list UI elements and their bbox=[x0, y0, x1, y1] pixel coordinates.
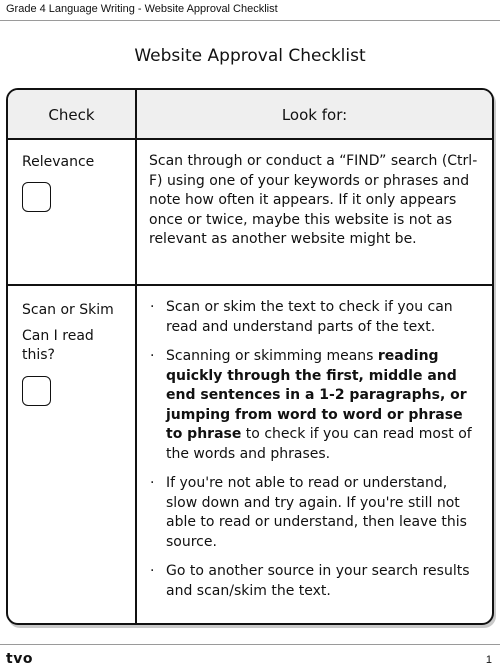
row-divider bbox=[8, 284, 492, 286]
bullet-text: Scan or skim the text to check if you can read and understand parts of the text. bbox=[166, 299, 453, 335]
relevance-checkbox[interactable] bbox=[22, 182, 51, 212]
scan-skim-checkbox[interactable] bbox=[22, 376, 51, 406]
scan-skim-bullet-list bbox=[149, 298, 479, 601]
page-number: 1 bbox=[485, 654, 492, 666]
scan-skim-description bbox=[149, 298, 479, 611]
bullet-icon: · bbox=[150, 348, 155, 364]
list-item bbox=[149, 298, 479, 337]
scan-skim-question: Can I read this? bbox=[22, 328, 94, 363]
page-title: Website Approval Checklist bbox=[134, 46, 366, 66]
column-header-look-for: Look for: bbox=[281, 106, 348, 124]
tvo-logo: tvo bbox=[6, 651, 33, 667]
bullet-text: to check if you can read most of the words and phrases. bbox=[166, 426, 472, 462]
column-divider bbox=[135, 90, 137, 623]
column-header-check: Check bbox=[48, 106, 95, 124]
document-header: Grade 4 Language Writing - Website Approval Checklist bbox=[6, 3, 278, 15]
list-item bbox=[149, 562, 479, 601]
bullet-text: Scanning or skimming means bbox=[166, 348, 378, 364]
list-item bbox=[149, 347, 479, 464]
scan-skim-label: Scan or Skim bbox=[22, 302, 114, 318]
list-item bbox=[149, 474, 479, 552]
header-divider bbox=[0, 20, 500, 21]
relevance-label: Relevance bbox=[22, 154, 95, 170]
table-header-row bbox=[8, 90, 492, 140]
bullet-icon: · bbox=[150, 299, 155, 315]
bullet-text: If you're not able to read or understand, slow down and try again. If you're still not able to read or understand, then leave this source. bbox=[166, 475, 467, 550]
footer-divider bbox=[0, 644, 500, 645]
bullet-text: Go to another source in your search results and scan/skim the text. bbox=[166, 563, 470, 599]
bullet-icon: · bbox=[150, 563, 155, 579]
relevance-description: Scan through or conduct a “FIND” search (Ctrl-F) using one of your keywords or phrases and note how often it appears. If it only appears once or twice, maybe this website is not as relevant as another website might be. bbox=[149, 153, 478, 247]
bullet-bold-text: reading quickly through the first, middle and end sentences in a 1-2 paragraphs, or jumping from word to word or phrase to phrase bbox=[166, 348, 467, 442]
bullet-icon: · bbox=[150, 475, 155, 491]
checklist-table bbox=[6, 88, 494, 625]
